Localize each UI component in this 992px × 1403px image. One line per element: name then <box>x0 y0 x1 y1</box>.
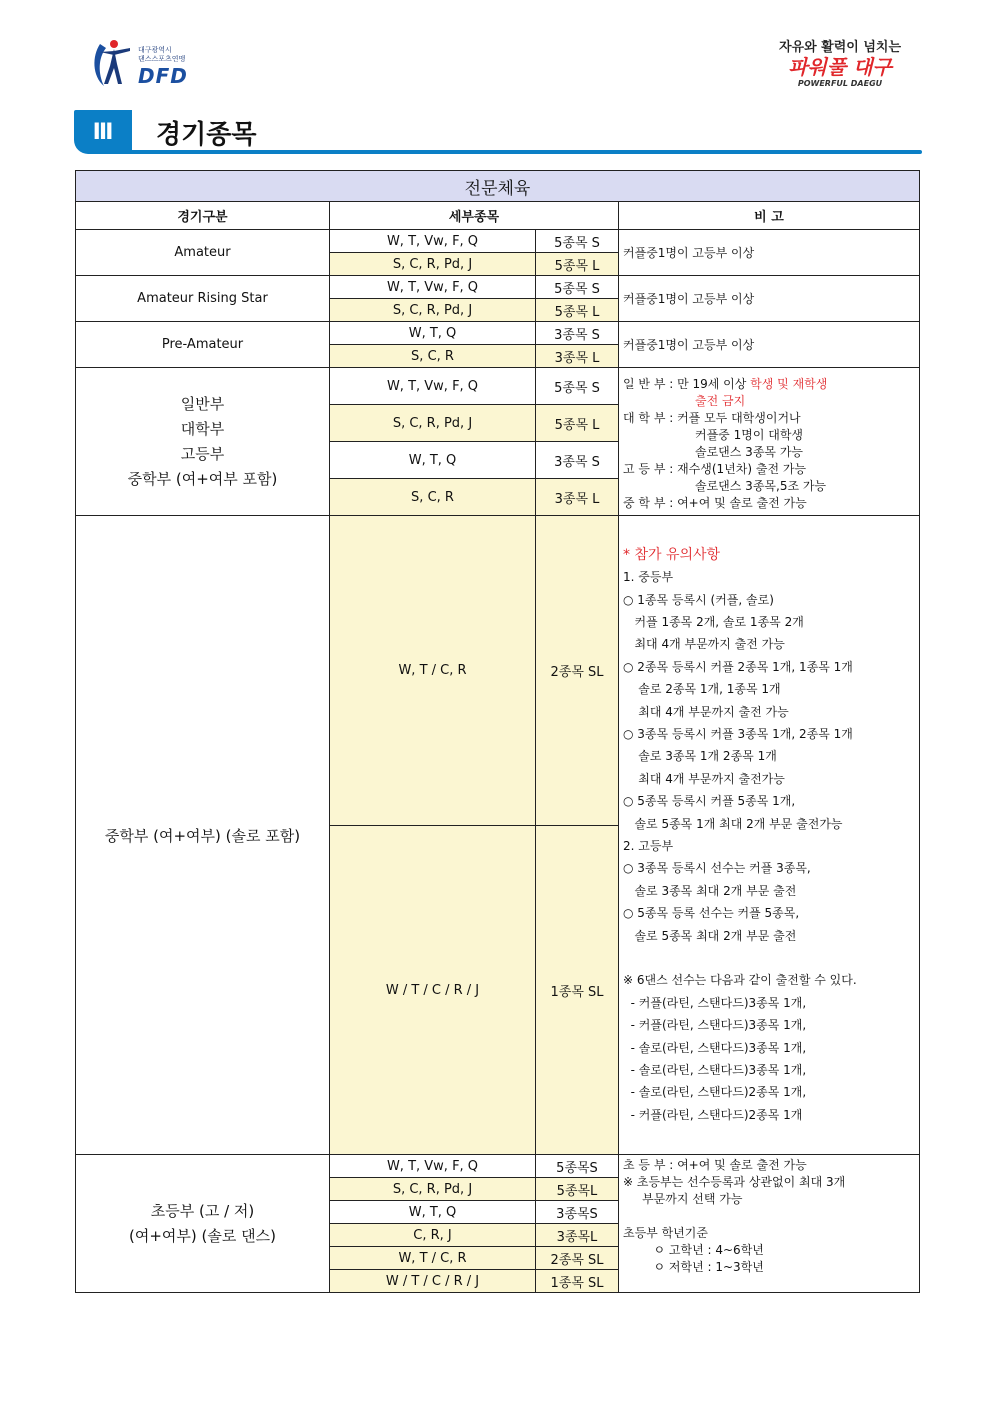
event-cell: C, R, J <box>330 1224 536 1247</box>
event-cell: S, C, R, Pd, J <box>330 405 536 442</box>
division-line: 대학부 <box>180 419 225 438</box>
remark-line: 커플중 1명이 대학생 <box>695 427 804 442</box>
division-line: 일반부 <box>180 394 225 413</box>
category-cell: 5종목 S <box>536 276 619 299</box>
slogan-en: POWERFUL DAEGU <box>797 79 883 88</box>
note-line: 솔로 2종목 1개, 1종목 1개 <box>623 682 781 697</box>
division-pre-amateur: Pre-Amateur <box>76 322 330 368</box>
remark-line: 중 학 부 : 여+여 및 솔로 출전 가능 <box>623 495 807 510</box>
event-cell: S, C, R, Pd, J <box>330 299 536 322</box>
slogan-main: 파워풀 대구 <box>788 55 892 79</box>
division-general <box>76 368 330 516</box>
remark-line: 출전 금지 <box>695 393 746 408</box>
note-line: 커플 1종목 2개, 솔로 1종목 2개 <box>623 614 804 629</box>
event-cell: W, T / C, R <box>330 516 536 826</box>
note-line: - 솔로(라틴, 스탠다드)3종목 1개, <box>623 1063 807 1078</box>
note-line: ※ 초등부는 선수등록과 상관없이 최대 3개 <box>623 1175 846 1189</box>
division-middle-solo: 중학부 (여+여부) (솔로 포함) <box>76 516 330 1155</box>
division-elementary <box>76 1155 330 1293</box>
category-cell: 3종목L <box>536 1224 619 1247</box>
note-line: ○ 2종목 등록시 커플 2종목 1개, 1종목 1개 <box>623 659 853 674</box>
org-line1: 대구광역시 <box>138 46 172 54</box>
remark-general <box>619 368 920 516</box>
event-cell: W, T, Q <box>330 442 536 479</box>
powerful-daegu-logo <box>760 36 920 96</box>
note-line: 솔로 5종목 1개 최대 2개 부문 출전가능 <box>623 816 843 831</box>
category-cell: 3종목 L <box>536 345 619 368</box>
note-line: 솔로 5종목 최대 2개 부문 출전 <box>623 928 797 943</box>
table-title: 전문체육 <box>76 171 920 202</box>
category-cell: 5종목 L <box>536 299 619 322</box>
category-cell: 5종목 L <box>536 253 619 276</box>
section-number: Ⅲ <box>74 110 132 154</box>
note-line: 최대 4개 부문까지 출전 가능 <box>623 637 785 652</box>
event-cell: W, T, Vw, F, Q <box>330 1155 536 1178</box>
event-cell: W, T, Q <box>330 322 536 345</box>
section-heading <box>74 110 922 158</box>
category-cell: 5종목 S <box>536 230 619 253</box>
event-cell: W, T, Vw, F, Q <box>330 276 536 299</box>
event-cell: W, T, Vw, F, Q <box>330 368 536 405</box>
category-cell: 2종목 SL <box>536 516 619 826</box>
dfd-logo <box>90 36 230 92</box>
note-line: ㅇ 고학년 : 4~6학년 <box>623 1243 764 1257</box>
remark-line: 솔로댄스 3종목,5조 가능 <box>695 478 827 493</box>
remark-pre-amateur: 커플중1명이 고등부 이상 <box>619 322 920 368</box>
remark-middle-notes <box>619 516 920 1155</box>
dancer-emblem-icon <box>90 36 138 92</box>
remark-amateur: 커플중1명이 고등부 이상 <box>619 230 920 276</box>
note-line: - 커플(라틴, 스탠다드)3종목 1개, <box>623 995 807 1010</box>
org-abbr: DFD <box>138 64 188 88</box>
note-line: ○ 1종목 등록시 (커플, 솔로) <box>623 592 774 607</box>
category-cell: 5종목 L <box>536 405 619 442</box>
category-cell: 3종목 S <box>536 442 619 479</box>
section-title: 경기종목 <box>156 120 257 150</box>
note-line: 최대 4개 부문까지 출전 가능 <box>623 704 789 719</box>
note-line: ㅇ 저학년 : 1~3학년 <box>623 1260 764 1274</box>
remark-rising-star: 커플중1명이 고등부 이상 <box>619 276 920 322</box>
note-line <box>623 947 915 969</box>
note-line: 솔로 3종목 최대 2개 부문 출전 <box>623 883 797 898</box>
note-line: 솔로 3종목 1개 2종목 1개 <box>623 749 777 764</box>
col-header-division: 경기구분 <box>76 202 330 230</box>
remark-line: 일 반 부 : 만 19세 이상 <box>623 376 751 391</box>
note-line: - 커플(라틴, 스탠다드)3종목 1개, <box>623 1018 807 1033</box>
remark-line: 대 학 부 : 커플 모두 대학생이거나 <box>623 410 801 425</box>
note-line: ○ 5종목 등록 선수는 커플 5종목, <box>623 906 800 921</box>
events-table <box>75 170 920 1293</box>
remark-line: 솔로댄스 3종목 가능 <box>695 444 804 459</box>
category-cell: 3종목S <box>536 1201 619 1224</box>
category-cell: 5종목L <box>536 1178 619 1201</box>
category-cell: 3종목 S <box>536 322 619 345</box>
event-cell: W / T / C / R / J <box>330 1270 536 1293</box>
note-line: 최대 4개 부문까지 출전가능 <box>623 771 785 786</box>
division-rising-star: Amateur Rising Star <box>76 276 330 322</box>
slogan-top: 자유와 활력이 넘치는 <box>778 40 902 55</box>
event-cell: W, T, Q <box>330 1201 536 1224</box>
event-cell: S, C, R <box>330 479 536 516</box>
note-line: ○ 5종목 등록시 커플 5종목 1개, <box>623 794 796 809</box>
note-line: ○ 3종목 등록시 커플 3종목 1개, 2종목 1개 <box>623 726 853 741</box>
note-line: * 참가 유의사항 <box>623 546 721 563</box>
division-line: (여+여부) (솔로 댄스) <box>129 1226 276 1245</box>
note-line: 2. 고등부 <box>623 839 674 853</box>
note-line: - 솔로(라틴, 스탠다드)2종목 1개, <box>623 1085 807 1100</box>
event-cell: S, C, R, Pd, J <box>330 253 536 276</box>
remark-elementary <box>619 1155 920 1293</box>
remark-highlight: 학생 및 재학생 <box>750 376 828 391</box>
col-header-remarks: 비 고 <box>619 202 920 230</box>
event-cell: W, T / C, R <box>330 1247 536 1270</box>
category-cell: 1종목 SL <box>536 826 619 1155</box>
event-cell: W / T / C / R / J <box>330 826 536 1155</box>
category-cell: 2종목 SL <box>536 1247 619 1270</box>
division-amateur: Amateur <box>76 230 330 276</box>
event-cell: W, T, Vw, F, Q <box>330 230 536 253</box>
remark-line: 고 등 부 : 재수생(1년차) 출전 가능 <box>623 461 807 476</box>
note-line: 초 등 부 : 여+여 및 솔로 출전 가능 <box>623 1158 807 1172</box>
division-line: 초등부 (고 / 저) <box>150 1201 255 1220</box>
note-line: ○ 3종목 등록시 선수는 커플 3종목, <box>623 861 811 876</box>
category-cell: 3종목 L <box>536 479 619 516</box>
note-line: ※ 6댄스 선수는 다음과 같이 출전할 수 있다. <box>623 973 857 988</box>
col-header-events: 세부종목 <box>330 202 619 230</box>
category-cell: 5종목 S <box>536 368 619 405</box>
note-line: 1. 중등부 <box>623 570 674 585</box>
note-line: 부문까지 선택 가능 <box>623 1192 743 1206</box>
note-line: - 솔로(라틴, 스탠다드)3종목 1개, <box>623 1040 807 1055</box>
note-line <box>623 1208 915 1225</box>
org-line2: 댄스스포츠연맹 <box>138 55 186 63</box>
event-cell: S, C, R, Pd, J <box>330 1178 536 1201</box>
category-cell: 1종목 SL <box>536 1270 619 1293</box>
division-line: 고등부 <box>180 444 225 463</box>
note-line: 초등부 학년기준 <box>623 1226 708 1240</box>
note-line: - 커플(라틴, 스탠다드)2종목 1개 <box>623 1107 803 1122</box>
category-cell: 5종목S <box>536 1155 619 1178</box>
division-line: 중학부 (여+여부 포함) <box>127 469 278 488</box>
event-cell: S, C, R <box>330 345 536 368</box>
